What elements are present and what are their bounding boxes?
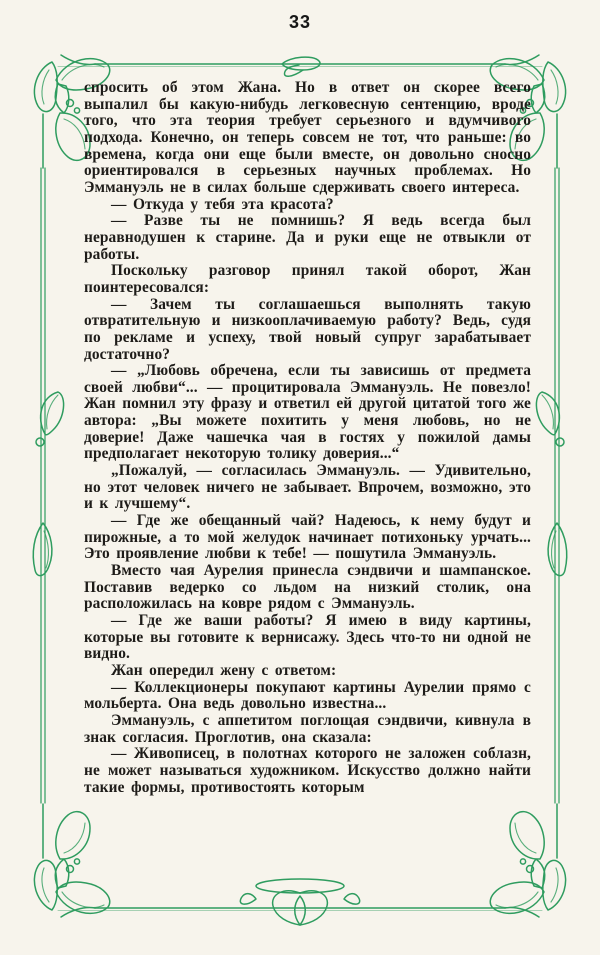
paragraph: Поскольку разговор принял такой оборот, Жан поинтересовался: — [84, 262, 531, 296]
paragraph: — Живописец, в полотнах которого не заложен соблазн, не может называться художником. Искусство должно найти такие формы, противостоять которым — [84, 745, 531, 796]
paragraph: — Разве ты не помнишь? Я ведь всегда был неравнодушен к старине. Да и руки еще не отвыкли от работы. — [84, 212, 531, 263]
paragraph: — Зачем ты соглашаешься выполнять такую отвратительную и низкооплачиваемую работу? Ведь, судя по рекламе и успеху, твой новый супруг зарабатывает достаточно? — [84, 295, 531, 363]
paragraph: Эммануэль, с аппетитом поглощая сэндвичи, кивнула в знак согласия. Проглотив, она сказала: — [84, 711, 531, 746]
body-text — [84, 80, 531, 796]
paragraph: спросить об этом Жана. Но в ответ он скорее всего выпалил бы какую-нибудь легковесную сентенцию, вроде того, что эта теория требует серьезного и вдумчивого подхода. Конечно, он теперь совсем не тот, что раньше: во времена, когда они еще были вместе, он довольно сносно ориентировался в серьезных научных проблемах. Но Эммануэль не в силах больше сдерживать своего интереса. — [84, 79, 531, 196]
paragraph: — Где же ваши работы? Я имею в виду картины, которые вы готовите к вернисажу. Здесь что-то ни одной не видно. — [84, 612, 531, 663]
right-stem — [555, 168, 559, 803]
paragraph: „Пожалуй, — согласилась Эммануэль. — Удивительно, но этот человек ничего не забывает. Впрочем, возможно, это и к лучшему“. — [84, 462, 531, 513]
stem-leaf-ornaments — [33, 392, 63, 576]
paragraph: — Откуда у тебя эта красота? — [111, 195, 334, 213]
top-border-line — [58, 64, 542, 67]
paragraph: — Где же обещанный чай? Надеюсь, к нему будут и пирожные, а то мой желудок начинает потихоньку урчать... Это проявление любви к тебе! — пошутила Эммануэль. — [84, 512, 531, 563]
bottom-center-tulip-ornament — [240, 879, 359, 925]
paragraph: — Коллекционеры покупают картины Аурелии прямо с мольберта. Она ведь довольно известна... — [84, 678, 531, 713]
paragraph: Жан опередил жену с ответом: — [111, 661, 337, 679]
page-number: 33 — [288, 12, 312, 32]
bottom-border-line — [58, 908, 542, 911]
paragraph: — „Любовь обречена, если ты зависишь от предмета своей любви“... — процитировала Эммануэль. Не повезло! Жан помнил эту фразу и ответил ей другой цитатой того же автора: „Вы можете похитить у меня любовь, но не доверие! Даже чашечка чая в гостях у пожилой дамы предполагает некоторую толику доверия...“ — [84, 362, 531, 463]
left-stem — [41, 168, 45, 803]
paragraph: Вместо чая Аурелия принесла сэндвичи и шампанское. Поставив ведерко со льдом на низкий столик, она расположилась на ковре рядом с Эммануэль. — [84, 562, 531, 613]
